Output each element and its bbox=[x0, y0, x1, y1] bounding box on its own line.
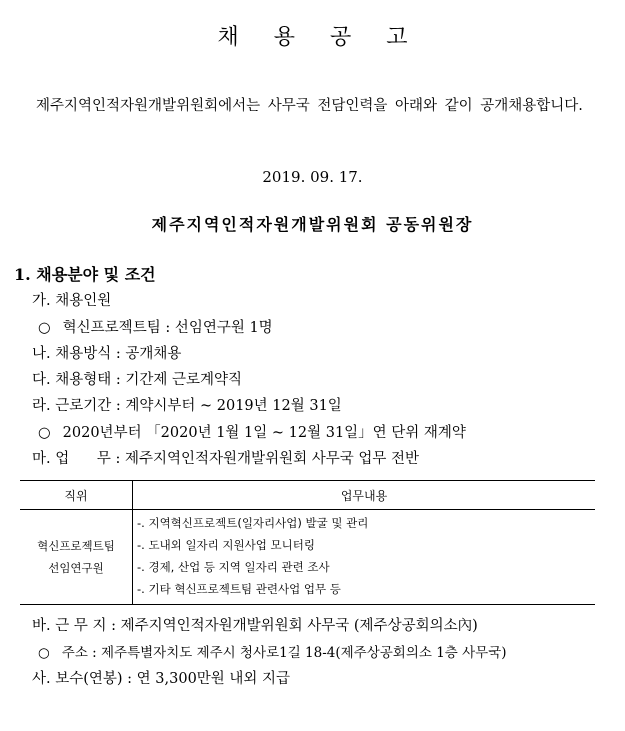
announcement-date: 2019. 09. 17. bbox=[262, 168, 363, 186]
duty-item: -. 지역혁신프로젝트(일자리사업) 발굴 및 관리 bbox=[137, 516, 369, 530]
item-ra: 라. 근로기간 : 계약시부터 ~ 2019년 12월 31일 bbox=[32, 398, 342, 414]
item-ba: 바. 근 무 지 : 제주지역인적자원개발위원회 사무국 (제주상공회의소內) bbox=[32, 618, 478, 634]
position-title: 선임연구원 bbox=[48, 561, 104, 575]
item-ga-detail-text: 혁신프로젝트팀 : 선임연구원 1명 bbox=[62, 320, 273, 336]
bullet-circle: ○ bbox=[38, 645, 50, 661]
duty-item: -. 기타 혁신프로젝트팀 관련사업 업무 등 bbox=[137, 582, 341, 596]
item-ra-detail-text: 2020년부터 「2020년 1월 1일 ~ 12월 31일」연 단위 재계약 bbox=[62, 425, 466, 441]
duties-cell bbox=[133, 510, 596, 605]
bullet-circle: ○ bbox=[38, 425, 51, 441]
item-ma: 마. 업 무 : 제주지역인적자원개발위원회 사무국 업무 전반 bbox=[32, 451, 419, 467]
intro-paragraph: 제주지역인적자원개발위원회에서는 사무국 전담인력을 아래와 같이 공개채용합니다. bbox=[36, 98, 583, 114]
position-cell bbox=[20, 510, 133, 605]
issuing-organization: 제주지역인적자원개발위원회 공동위원장 bbox=[151, 215, 474, 234]
item-ba-detail-text: 주소 : 제주특별자치도 제주시 청사로1길 18-4(제주상공회의소 1층 사무국) bbox=[61, 645, 507, 661]
item-na: 나. 채용방식 : 공개채용 bbox=[32, 346, 182, 362]
duty-item: -. 경제, 산업 등 지역 일자리 관련 조사 bbox=[137, 560, 330, 574]
table-row bbox=[20, 510, 595, 605]
bullet-circle: ○ bbox=[38, 320, 51, 336]
item-da: 다. 채용형태 : 기간제 근로계약직 bbox=[32, 372, 243, 388]
item-ba-detail bbox=[38, 641, 507, 661]
duty-item: -. 도내외 일자리 지원사업 모니터링 bbox=[137, 538, 315, 552]
item-ga: 가. 채용인원 bbox=[32, 293, 112, 309]
table-header-duties: 업무내용 bbox=[133, 481, 596, 510]
item-ra-detail bbox=[38, 421, 466, 442]
position-team: 혁신프로젝트팀 bbox=[37, 539, 115, 553]
document-title: 채 용 공 고 bbox=[217, 25, 422, 50]
table-header-position: 직위 bbox=[20, 481, 133, 510]
duty-table bbox=[20, 480, 595, 605]
section-title: 1. 채용분야 및 조건 bbox=[14, 265, 156, 284]
item-sa: 사. 보수(연봉) : 연 3,300만원 내외 지급 bbox=[32, 671, 291, 687]
item-ga-detail bbox=[38, 316, 273, 337]
